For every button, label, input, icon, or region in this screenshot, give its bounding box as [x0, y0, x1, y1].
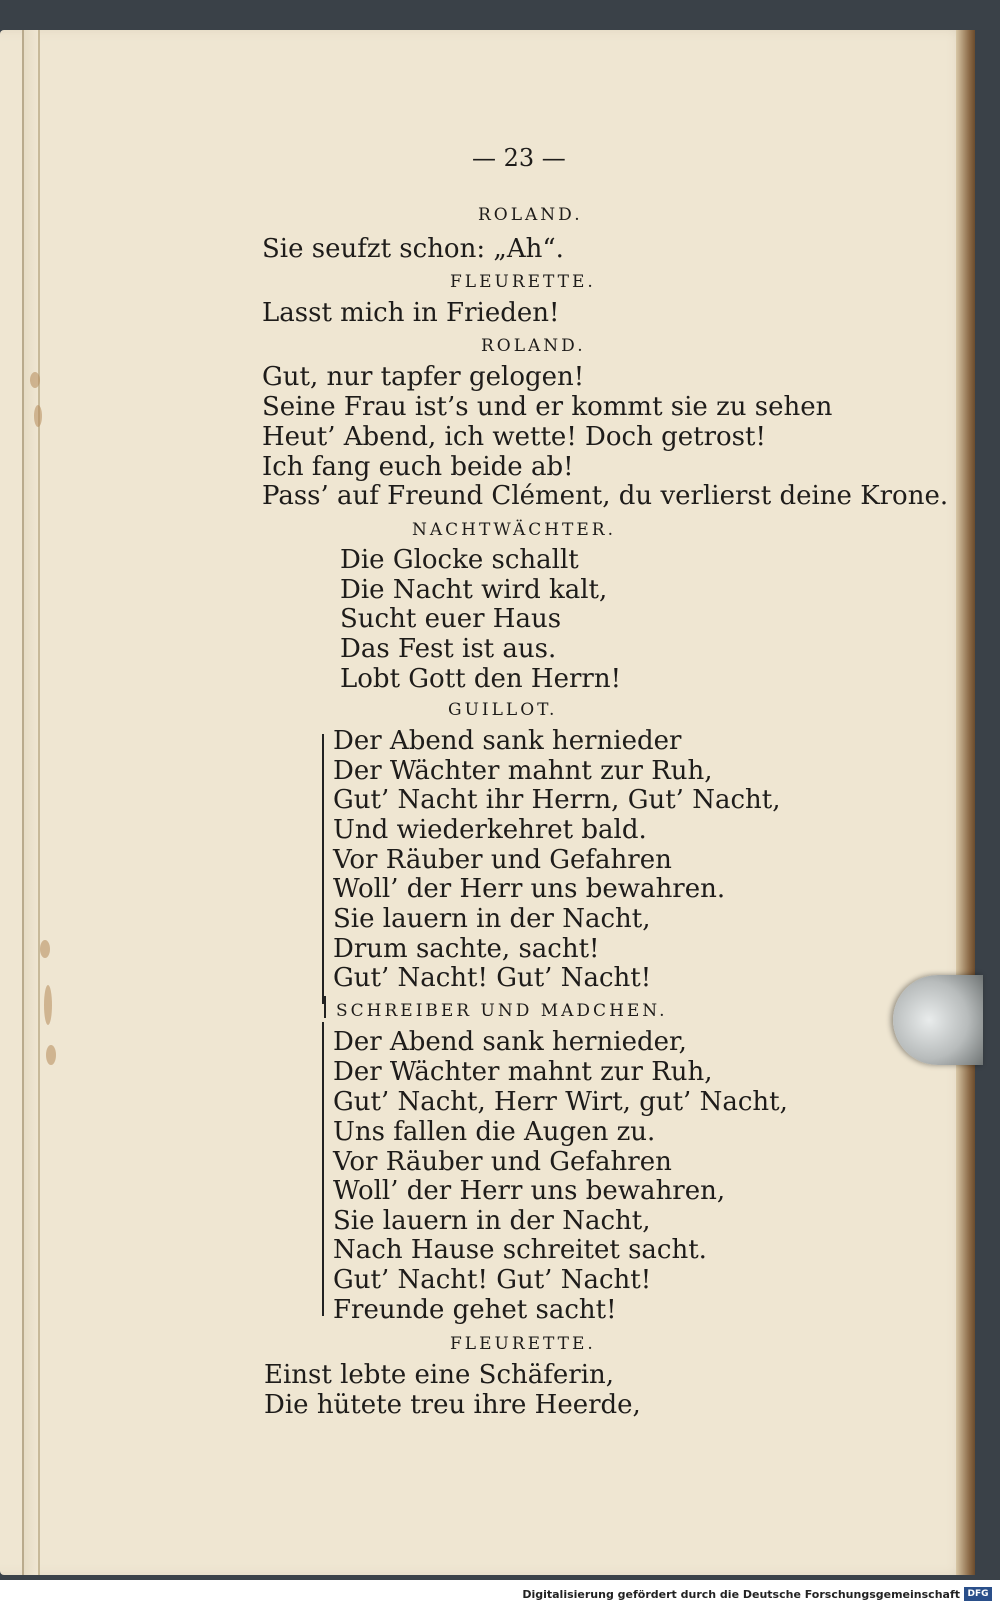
- footer-bar: [0, 1580, 1000, 1609]
- verse-line: Sie lauern in der Nacht,: [333, 1206, 651, 1236]
- page-edge: [956, 30, 975, 1575]
- verse-line: Die Glocke schallt: [340, 545, 579, 575]
- speaker-fleurette: FLEURETTE.: [450, 1334, 596, 1354]
- verse-line: Gut’ Nacht, Herr Wirt, gut’ Nacht,: [333, 1087, 788, 1117]
- verse-line: Ich fang euch beide ab!: [262, 452, 574, 482]
- verse-line: Freunde gehet sacht!: [333, 1295, 617, 1325]
- verse-line: Der Abend sank hernieder: [333, 726, 682, 756]
- verse-line: Nach Hause schreitet sacht.: [333, 1235, 707, 1265]
- verse-line: Drum sachte, sacht!: [333, 934, 600, 964]
- brace-tip: [316, 996, 326, 1018]
- verse-line: Das Fest ist aus.: [340, 634, 557, 664]
- verse-line: Sie lauern in der Nacht,: [333, 904, 651, 934]
- verse-line: Die Nacht wird kalt,: [340, 575, 608, 605]
- speaker-roland: ROLAND.: [478, 205, 583, 225]
- verse-line: Lasst mich in Frieden!: [262, 298, 560, 328]
- page-number: — 23 —: [472, 144, 566, 172]
- verse-line: Seine Frau ist’s und er kommt sie zu sehen: [262, 392, 833, 422]
- page-stain: [46, 1045, 56, 1065]
- verse-line: Sucht euer Haus: [340, 604, 562, 634]
- verse-line: Gut, nur tapfer gelogen!: [262, 362, 585, 392]
- verse-line: Woll’ der Herr uns bewahren.: [333, 874, 726, 904]
- footer-credit: Digitalisierung gefördert durch die Deutsche Forschungsgemeinschaft: [522, 1588, 960, 1601]
- verse-line: Der Wächter mahnt zur Ruh,: [333, 1057, 713, 1087]
- verse-line: Gut’ Nacht! Gut’ Nacht!: [333, 1265, 652, 1295]
- verse-line: Heut’ Abend, ich wette! Doch getrost!: [262, 422, 766, 452]
- brace-schreiber: [322, 1022, 330, 1316]
- verse-line: Der Wächter mahnt zur Ruh,: [333, 756, 713, 786]
- speaker-guillot: GUILLOT.: [448, 700, 558, 720]
- brace-guillot: [322, 734, 330, 1004]
- page-stain: [34, 405, 42, 427]
- verse-line: Gut’ Nacht ihr Herrn, Gut’ Nacht,: [333, 785, 781, 815]
- verse-line: Die hütete treu ihre Heerde,: [264, 1390, 641, 1420]
- verse-line: Uns fallen die Augen zu.: [333, 1117, 656, 1147]
- dfg-logo-icon: DFG: [964, 1587, 992, 1601]
- page-stain: [40, 940, 50, 958]
- verse-line: Vor Räuber und Gefahren: [333, 845, 672, 875]
- verse-line: Woll’ der Herr uns bewahren,: [333, 1176, 726, 1206]
- speaker-nachtwaechter: NACHTWÄCHTER.: [412, 520, 617, 540]
- speaker-fleurette: FLEURETTE.: [450, 272, 596, 292]
- magnifier-icon[interactable]: [893, 975, 983, 1065]
- verse-line: Sie seufzt schon: „Ah“.: [262, 234, 564, 264]
- verse-line: Gut’ Nacht! Gut’ Nacht!: [333, 963, 652, 993]
- book-binding: [22, 30, 40, 1575]
- page-stain: [30, 372, 40, 388]
- verse-line: Und wiederkehret bald.: [333, 815, 647, 845]
- verse-line: Der Abend sank hernieder,: [333, 1027, 687, 1057]
- verse-line: Pass’ auf Freund Clément, du verlierst deine Krone.: [262, 481, 949, 511]
- speaker-schreiber-und-madchen: SCHREIBER UND MADCHEN.: [336, 1001, 668, 1021]
- page-stain: [44, 985, 52, 1025]
- verse-line: Lobt Gott den Herrn!: [340, 664, 622, 694]
- speaker-roland: ROLAND.: [481, 336, 586, 356]
- verse-line: Vor Räuber und Gefahren: [333, 1147, 672, 1177]
- verse-line: Einst lebte eine Schäferin,: [264, 1360, 615, 1390]
